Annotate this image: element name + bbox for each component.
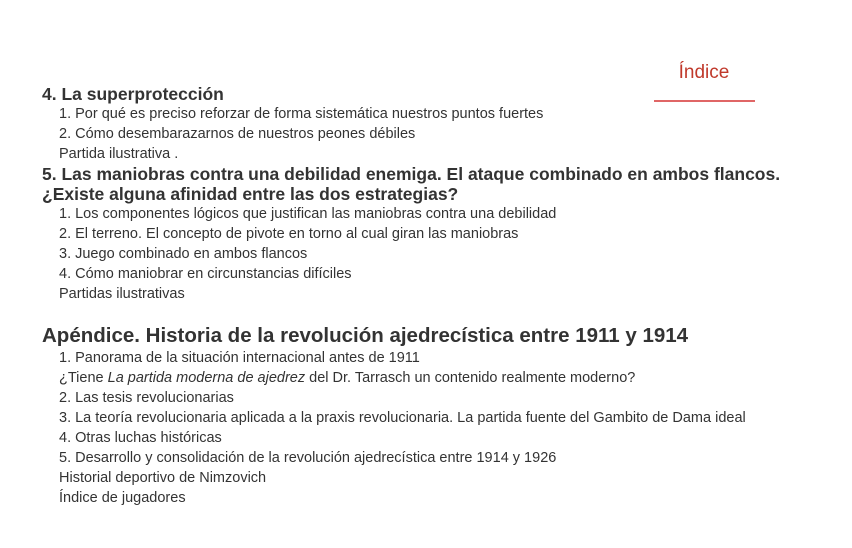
toc-item[interactable]: 2. Cómo desembarazarnos de nuestros peones débiles [59,126,416,142]
toc-item[interactable]: 1. Por qué es preciso reforzar de forma sistemática nuestros puntos fuertes [59,106,544,122]
toc-item[interactable]: 2. Las tesis revolucionarias [59,390,234,406]
chapter-5-title[interactable]: 5. Las maniobras contra una debilidad enemiga. El ataque combinado en ambos flancos. ¿Existe alguna afinidad entre las dos estrategias? [42,164,781,204]
tarrasch-post: del Dr. Tarrasch un contenido realmente moderno? [305,370,636,386]
toc-item[interactable]: Partidas ilustrativas [59,286,185,302]
table-of-contents [42,84,782,508]
toc-item[interactable]: Partida ilustrativa . [59,146,179,162]
toc-item[interactable]: Índice de jugadores [59,490,186,506]
toc-item[interactable]: Historial deportivo de Nimzovich [59,470,267,486]
toc-item[interactable]: 1. Los componentes lógicos que justifican las maniobras contra una debilidad [59,206,557,222]
book-title: La partida moderna de ajedrez [107,370,306,386]
toc-item[interactable]: 5. Desarrollo y consolidación de la revolución ajedrecística entre 1914 y 1926 [59,450,557,466]
toc-item[interactable]: 3. Juego combinado en ambos flancos [59,246,308,262]
toc-item[interactable]: 2. El terreno. El concepto de pivote en torno al cual giran las maniobras [59,226,519,242]
chapter-4-title[interactable]: 4. La superprotección [42,84,224,104]
toc-item[interactable]: 4. Cómo maniobrar en circunstancias difíciles [59,266,352,282]
toc-item[interactable]: 4. Otras luchas históricas [59,430,222,446]
toc-item[interactable]: 1. Panorama de la situación internacional antes de 1911 [59,350,420,366]
index-link[interactable]: Índice [678,62,730,83]
toc-item[interactable]: 3. La teoría revolucionaria aplicada a la praxis revolucionaria. La partida fuente del Gambito de Dama ideal [59,410,746,426]
appendix-title[interactable]: Apéndice. Historia de la revolución ajedrecística entre 1911 y 1914 [42,324,689,347]
toc-item-tarrasch[interactable] [42,368,782,388]
tarrasch-pre: ¿Tiene [59,370,108,386]
